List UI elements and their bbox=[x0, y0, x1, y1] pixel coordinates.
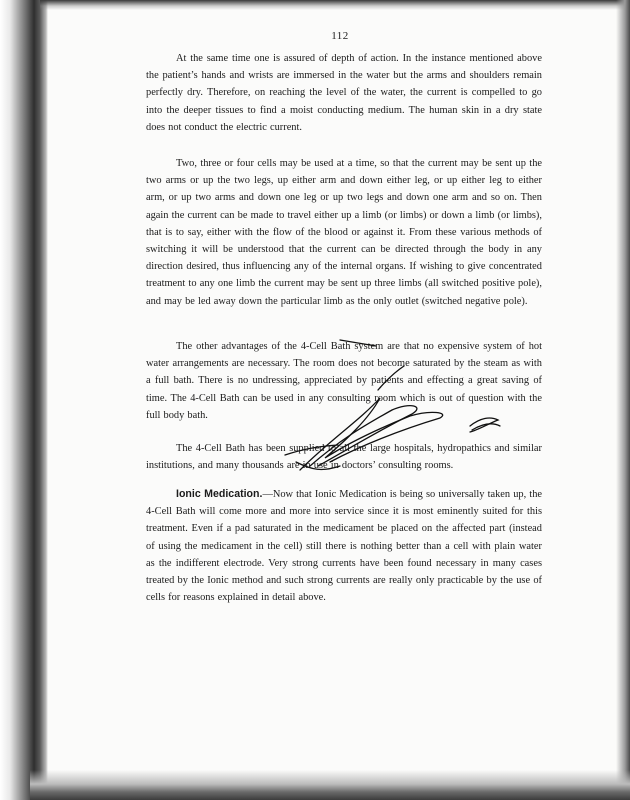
paragraph-other-advantages: The other advantages of the 4-Cell Bath system are that no expensive system of hot water arrangements are necessary. The room does not become saturated by the steam as with a full bath. There is no undressing, appreciated by patients and effecting a great saving of time. The 4-Cell Bath can be used in any consulting room which is out of question with the full body bath. bbox=[146, 341, 542, 421]
paragraph-depth-of-action: At the same time one is assured of depth of action. In the instance mentioned above the patient’s hands and wrists are immersed in the water but the arms and shoulders remain perfectly dry. Therefore, on reaching the level of the water, the current is compelled to go into the deeper tissues to find a moist conducting medium. The human skin in a dry state does not conduct the electric current. bbox=[146, 53, 542, 133]
right-edge-shadow bbox=[616, 0, 630, 800]
binding-shadow bbox=[0, 0, 48, 800]
bottom-edge-shadow bbox=[30, 770, 630, 800]
paragraph-switching-cells: Two, three or four cells may be used at a time, so that the current may be sent up the two arms or up the two legs, up either arm and down either leg, or up either leg to either arm, or up two arms and down one leg or up two legs and down one arm and so on. Then again the current can be made to travel either up a limb (or limbs) or down a limb (or limbs), that is to say, either with the flow of the blood or against it. From these various methods of switching it will be understood that the current can be directed through the body in any direction desired, thus influencing any of the internal organs. If wishing to give concentrated treatment to any one limb the current may be sent up three limbs (all switched positive pole), and may be led away down the particular limb as the only outlet (switched negative pole). bbox=[146, 158, 542, 307]
paragraph-hospitals: The 4-Cell Bath has been supplied to all the large hospitals, hydropathics and similar institutions, and many thousands are in use in doctors’ consulting rooms. bbox=[146, 443, 542, 472]
page-number: 112 bbox=[331, 30, 349, 42]
ionic-medication-heading: Ionic Medication. bbox=[176, 488, 263, 500]
paragraph-ionic-medication bbox=[146, 486, 542, 606]
top-edge-shadow bbox=[40, 0, 630, 10]
ionic-medication-body: —Now that Ionic Medication is being so universally taken up, the 4-Cell Bath will come more and more into service since it is most eminently suited for this treatment. Even if a pad saturated in the medicament be placed on the affected part (instead of using the medicament in the cell) still there is nothing better than a cell with plain water as the indifferent electrode. Very strong currents have been found necessary in many cases treated by the Ionic method and such strong currents are really only practicable by the use of cells for reasons explained in detail above. bbox=[146, 489, 542, 604]
